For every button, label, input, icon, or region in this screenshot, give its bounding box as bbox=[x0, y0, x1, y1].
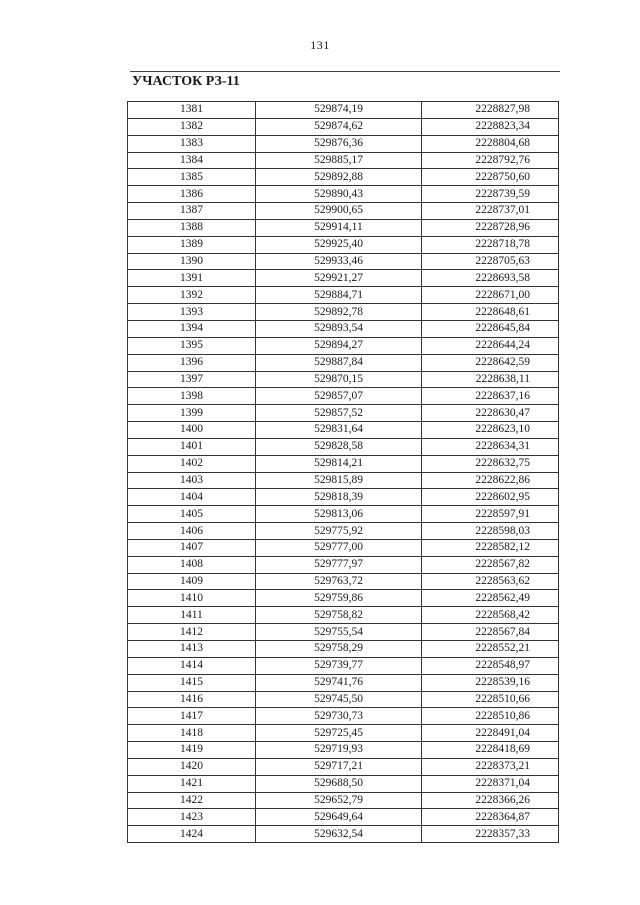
y-coordinate-cell: 2228739,59 bbox=[422, 186, 559, 203]
y-coordinate-cell: 2228357,33 bbox=[422, 826, 559, 843]
point-number-cell: 1385 bbox=[128, 169, 256, 186]
x-coordinate-cell: 529777,00 bbox=[256, 539, 422, 556]
y-coordinate-cell: 2228623,10 bbox=[422, 422, 559, 439]
y-coordinate-cell: 2228567,82 bbox=[422, 556, 559, 573]
table-row bbox=[128, 775, 559, 792]
point-number-cell: 1406 bbox=[128, 523, 256, 540]
y-coordinate-cell: 2228645,84 bbox=[422, 320, 559, 337]
y-coordinate-cell: 2228510,66 bbox=[422, 691, 559, 708]
x-coordinate-cell: 529730,73 bbox=[256, 708, 422, 725]
table-row bbox=[128, 539, 559, 556]
table-row bbox=[128, 556, 559, 573]
page-number: 131 bbox=[310, 38, 330, 52]
y-coordinate-cell: 2228644,24 bbox=[422, 337, 559, 354]
x-coordinate-cell: 529921,27 bbox=[256, 270, 422, 287]
table-row bbox=[128, 674, 559, 691]
x-coordinate-cell: 529874,19 bbox=[256, 102, 422, 119]
point-number-cell: 1419 bbox=[128, 742, 256, 759]
x-coordinate-cell: 529857,07 bbox=[256, 388, 422, 405]
x-coordinate-cell: 529755,54 bbox=[256, 624, 422, 641]
point-number-cell: 1403 bbox=[128, 472, 256, 489]
table-row bbox=[128, 320, 559, 337]
point-number-cell: 1399 bbox=[128, 405, 256, 422]
table-row bbox=[128, 203, 559, 220]
section-title: УЧАСТОК РЗ-11 bbox=[132, 74, 240, 89]
x-coordinate-cell: 529632,54 bbox=[256, 826, 422, 843]
point-number-cell: 1408 bbox=[128, 556, 256, 573]
table-row bbox=[128, 186, 559, 203]
y-coordinate-cell: 2228568,42 bbox=[422, 607, 559, 624]
point-number-cell: 1389 bbox=[128, 236, 256, 253]
point-number-cell: 1404 bbox=[128, 489, 256, 506]
x-coordinate-cell: 529688,50 bbox=[256, 775, 422, 792]
y-coordinate-cell: 2228705,63 bbox=[422, 253, 559, 270]
table-row bbox=[128, 253, 559, 270]
x-coordinate-cell: 529857,52 bbox=[256, 405, 422, 422]
x-coordinate-cell: 529884,71 bbox=[256, 287, 422, 304]
point-number-cell: 1394 bbox=[128, 320, 256, 337]
table-row bbox=[128, 641, 559, 658]
y-coordinate-cell: 2228552,21 bbox=[422, 641, 559, 658]
coordinates-table bbox=[127, 101, 559, 843]
point-number-cell: 1407 bbox=[128, 539, 256, 556]
point-number-cell: 1417 bbox=[128, 708, 256, 725]
x-coordinate-cell: 529745,50 bbox=[256, 691, 422, 708]
x-coordinate-cell: 529887,84 bbox=[256, 354, 422, 371]
y-coordinate-cell: 2228491,04 bbox=[422, 725, 559, 742]
point-number-cell: 1398 bbox=[128, 388, 256, 405]
table-row bbox=[128, 489, 559, 506]
x-coordinate-cell: 529893,54 bbox=[256, 320, 422, 337]
table-row bbox=[128, 472, 559, 489]
x-coordinate-cell: 529876,36 bbox=[256, 135, 422, 152]
x-coordinate-cell: 529758,82 bbox=[256, 607, 422, 624]
table-row bbox=[128, 118, 559, 135]
x-coordinate-cell: 529885,17 bbox=[256, 152, 422, 169]
table-row bbox=[128, 438, 559, 455]
x-coordinate-cell: 529818,39 bbox=[256, 489, 422, 506]
point-number-cell: 1401 bbox=[128, 438, 256, 455]
x-coordinate-cell: 529739,77 bbox=[256, 657, 422, 674]
table-row bbox=[128, 405, 559, 422]
y-coordinate-cell: 2228567,84 bbox=[422, 624, 559, 641]
point-number-cell: 1416 bbox=[128, 691, 256, 708]
table-row bbox=[128, 354, 559, 371]
y-coordinate-cell: 2228364,87 bbox=[422, 809, 559, 826]
point-number-cell: 1382 bbox=[128, 118, 256, 135]
table-row bbox=[128, 523, 559, 540]
table-row bbox=[128, 388, 559, 405]
y-coordinate-cell: 2228373,21 bbox=[422, 758, 559, 775]
x-coordinate-cell: 529759,86 bbox=[256, 590, 422, 607]
y-coordinate-cell: 2228728,96 bbox=[422, 219, 559, 236]
point-number-cell: 1411 bbox=[128, 607, 256, 624]
point-number-cell: 1415 bbox=[128, 674, 256, 691]
table-row bbox=[128, 506, 559, 523]
table-row bbox=[128, 219, 559, 236]
table-row bbox=[128, 573, 559, 590]
point-number-cell: 1390 bbox=[128, 253, 256, 270]
y-coordinate-cell: 2228562,49 bbox=[422, 590, 559, 607]
y-coordinate-cell: 2228718,78 bbox=[422, 236, 559, 253]
point-number-cell: 1400 bbox=[128, 422, 256, 439]
point-number-cell: 1397 bbox=[128, 371, 256, 388]
point-number-cell: 1387 bbox=[128, 203, 256, 220]
table-row bbox=[128, 742, 559, 759]
x-coordinate-cell: 529892,88 bbox=[256, 169, 422, 186]
x-coordinate-cell: 529925,40 bbox=[256, 236, 422, 253]
point-number-cell: 1412 bbox=[128, 624, 256, 641]
x-coordinate-cell: 529900,65 bbox=[256, 203, 422, 220]
table-row bbox=[128, 135, 559, 152]
point-number-cell: 1388 bbox=[128, 219, 256, 236]
x-coordinate-cell: 529775,92 bbox=[256, 523, 422, 540]
x-coordinate-cell: 529758,29 bbox=[256, 641, 422, 658]
table-row bbox=[128, 304, 559, 321]
x-coordinate-cell: 529870,15 bbox=[256, 371, 422, 388]
point-number-cell: 1383 bbox=[128, 135, 256, 152]
point-number-cell: 1396 bbox=[128, 354, 256, 371]
y-coordinate-cell: 2228823,34 bbox=[422, 118, 559, 135]
y-coordinate-cell: 2228638,11 bbox=[422, 371, 559, 388]
table-row bbox=[128, 607, 559, 624]
point-number-cell: 1413 bbox=[128, 641, 256, 658]
table-row bbox=[128, 287, 559, 304]
point-number-cell: 1395 bbox=[128, 337, 256, 354]
table-row bbox=[128, 422, 559, 439]
x-coordinate-cell: 529741,76 bbox=[256, 674, 422, 691]
y-coordinate-cell: 2228804,68 bbox=[422, 135, 559, 152]
x-coordinate-cell: 529914,11 bbox=[256, 219, 422, 236]
y-coordinate-cell: 2228418,69 bbox=[422, 742, 559, 759]
y-coordinate-cell: 2228827,98 bbox=[422, 102, 559, 119]
point-number-cell: 1402 bbox=[128, 455, 256, 472]
table-row bbox=[128, 809, 559, 826]
table-row bbox=[128, 337, 559, 354]
y-coordinate-cell: 2228371,04 bbox=[422, 775, 559, 792]
table-row bbox=[128, 657, 559, 674]
x-coordinate-cell: 529815,89 bbox=[256, 472, 422, 489]
y-coordinate-cell: 2228622,86 bbox=[422, 472, 559, 489]
x-coordinate-cell: 529892,78 bbox=[256, 304, 422, 321]
table-row bbox=[128, 624, 559, 641]
y-coordinate-cell: 2228597,91 bbox=[422, 506, 559, 523]
table-row bbox=[128, 152, 559, 169]
y-coordinate-cell: 2228637,16 bbox=[422, 388, 559, 405]
y-coordinate-cell: 2228366,26 bbox=[422, 792, 559, 809]
x-coordinate-cell: 529814,21 bbox=[256, 455, 422, 472]
x-coordinate-cell: 529933,46 bbox=[256, 253, 422, 270]
table-row bbox=[128, 792, 559, 809]
point-number-cell: 1409 bbox=[128, 573, 256, 590]
x-coordinate-cell: 529813,06 bbox=[256, 506, 422, 523]
table-row bbox=[128, 708, 559, 725]
point-number-cell: 1384 bbox=[128, 152, 256, 169]
table-row bbox=[128, 236, 559, 253]
table-row bbox=[128, 270, 559, 287]
y-coordinate-cell: 2228598,03 bbox=[422, 523, 559, 540]
y-coordinate-cell: 2228632,75 bbox=[422, 455, 559, 472]
x-coordinate-cell: 529874,62 bbox=[256, 118, 422, 135]
table-row bbox=[128, 371, 559, 388]
x-coordinate-cell: 529828,58 bbox=[256, 438, 422, 455]
x-coordinate-cell: 529717,21 bbox=[256, 758, 422, 775]
x-coordinate-cell: 529649,64 bbox=[256, 809, 422, 826]
table-row bbox=[128, 102, 559, 119]
point-number-cell: 1381 bbox=[128, 102, 256, 119]
table-row bbox=[128, 758, 559, 775]
x-coordinate-cell: 529890,43 bbox=[256, 186, 422, 203]
y-coordinate-cell: 2228539,16 bbox=[422, 674, 559, 691]
point-number-cell: 1418 bbox=[128, 725, 256, 742]
point-number-cell: 1423 bbox=[128, 809, 256, 826]
point-number-cell: 1386 bbox=[128, 186, 256, 203]
y-coordinate-cell: 2228792,76 bbox=[422, 152, 559, 169]
table-row bbox=[128, 169, 559, 186]
point-number-cell: 1392 bbox=[128, 287, 256, 304]
y-coordinate-cell: 2228634,31 bbox=[422, 438, 559, 455]
y-coordinate-cell: 2228671,00 bbox=[422, 287, 559, 304]
point-number-cell: 1410 bbox=[128, 590, 256, 607]
y-coordinate-cell: 2228510,86 bbox=[422, 708, 559, 725]
coordinates-table-body bbox=[128, 102, 559, 843]
coordinates-table-container bbox=[127, 101, 558, 843]
y-coordinate-cell: 2228582,12 bbox=[422, 539, 559, 556]
table-row bbox=[128, 590, 559, 607]
table-row bbox=[128, 455, 559, 472]
y-coordinate-cell: 2228630,47 bbox=[422, 405, 559, 422]
x-coordinate-cell: 529894,27 bbox=[256, 337, 422, 354]
y-coordinate-cell: 2228737,01 bbox=[422, 203, 559, 220]
x-coordinate-cell: 529652,79 bbox=[256, 792, 422, 809]
y-coordinate-cell: 2228548,97 bbox=[422, 657, 559, 674]
header-rule bbox=[130, 71, 560, 72]
point-number-cell: 1405 bbox=[128, 506, 256, 523]
table-row bbox=[128, 826, 559, 843]
point-number-cell: 1422 bbox=[128, 792, 256, 809]
point-number-cell: 1424 bbox=[128, 826, 256, 843]
point-number-cell: 1391 bbox=[128, 270, 256, 287]
y-coordinate-cell: 2228642,59 bbox=[422, 354, 559, 371]
point-number-cell: 1414 bbox=[128, 657, 256, 674]
y-coordinate-cell: 2228648,61 bbox=[422, 304, 559, 321]
y-coordinate-cell: 2228693,58 bbox=[422, 270, 559, 287]
point-number-cell: 1421 bbox=[128, 775, 256, 792]
point-number-cell: 1393 bbox=[128, 304, 256, 321]
point-number-cell: 1420 bbox=[128, 758, 256, 775]
x-coordinate-cell: 529777,97 bbox=[256, 556, 422, 573]
table-row bbox=[128, 725, 559, 742]
y-coordinate-cell: 2228563,62 bbox=[422, 573, 559, 590]
y-coordinate-cell: 2228750,60 bbox=[422, 169, 559, 186]
x-coordinate-cell: 529719,93 bbox=[256, 742, 422, 759]
x-coordinate-cell: 529763,72 bbox=[256, 573, 422, 590]
y-coordinate-cell: 2228602,95 bbox=[422, 489, 559, 506]
x-coordinate-cell: 529725,45 bbox=[256, 725, 422, 742]
x-coordinate-cell: 529831,64 bbox=[256, 422, 422, 439]
table-row bbox=[128, 691, 559, 708]
